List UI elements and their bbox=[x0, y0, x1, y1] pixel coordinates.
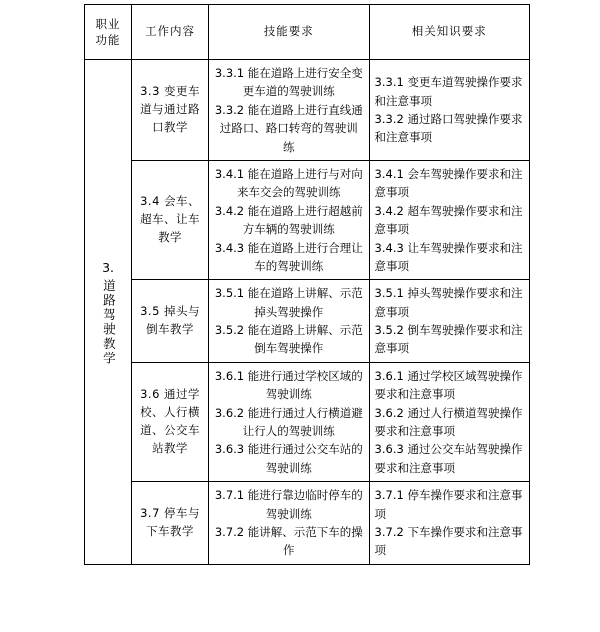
skill-item: 3.7.2 能讲解、示范下车的操作 bbox=[214, 524, 363, 558]
skill-cell bbox=[209, 362, 369, 481]
table-header-row bbox=[85, 5, 530, 60]
skill-item: 3.5.2 能在道路上讲解、示范倒车驾驶操作 bbox=[214, 323, 363, 356]
skill-item: 3.6.3 能进行通过公交车站的驾驶训练 bbox=[214, 442, 363, 475]
skill-item: 3.6.2 能进行通过人行横道避让行人的驾驶训练 bbox=[214, 405, 363, 439]
document-page bbox=[0, 4, 600, 632]
knowledge-item: 3.3.1 变更车道驾驶操作要求和注意事项 bbox=[374, 75, 523, 108]
skill-cell bbox=[209, 160, 369, 279]
table-row bbox=[85, 362, 530, 481]
header-task: 工作内容 bbox=[132, 5, 209, 60]
task-cell: 3.4 会车、超车、让车教学 bbox=[132, 160, 209, 279]
skill-item: 3.6.1 能进行通过学校区域的驾驶训练 bbox=[214, 368, 363, 402]
skill-item: 3.4.2 能在道路上进行超越前方车辆的驾驶训练 bbox=[214, 203, 363, 237]
knowledge-item: 3.5.2 倒车驾驶操作要求和注意事项 bbox=[374, 323, 523, 356]
skill-cell bbox=[209, 482, 369, 565]
knowledge-item: 3.5.1 掉头驾驶操作要求和注意事项 bbox=[374, 286, 523, 319]
header-function bbox=[85, 5, 132, 60]
knowledge-item: 3.6.1 通过学校区域驾驶操作要求和注意事项 bbox=[374, 368, 523, 402]
knowledge-cell bbox=[369, 160, 529, 279]
skill-item: 3.3.1 能在道路上进行安全变更车道的驾驶训练 bbox=[214, 66, 363, 99]
header-skill: 技能要求 bbox=[209, 5, 369, 60]
knowledge-item: 3.6.3 通过公交车站驾驶操作要求和注意事项 bbox=[374, 442, 523, 475]
skill-item: 3.7.1 能进行靠边临时停车的驾驶训练 bbox=[214, 488, 363, 521]
header-knowledge: 相关知识要求 bbox=[369, 5, 529, 60]
function-group-cell bbox=[85, 60, 132, 565]
knowledge-item: 3.7.2 下车操作要求和注意事项 bbox=[374, 524, 523, 558]
header-function-line1: 职业 bbox=[95, 16, 121, 31]
task-cell: 3.7 停车与下车教学 bbox=[132, 482, 209, 565]
knowledge-item: 3.4.3 让车驾驶操作要求和注意事项 bbox=[374, 240, 523, 273]
skill-item: 3.3.2 能在道路上进行直线通过路口、路口转弯的驾驶训练 bbox=[214, 102, 363, 154]
task-cell: 3.3 变更车道与通过路口教学 bbox=[132, 60, 209, 161]
knowledge-cell bbox=[369, 482, 529, 565]
knowledge-item: 3.3.2 通过路口驾驶操作要求和注意事项 bbox=[374, 111, 523, 145]
table-row bbox=[85, 482, 530, 565]
skill-item: 3.4.3 能在道路上进行合理让车的驾驶训练 bbox=[214, 240, 363, 273]
header-function-line2: 功能 bbox=[95, 33, 121, 47]
skill-cell bbox=[209, 280, 369, 363]
knowledge-item: 3.4.1 会车驾驶操作要求和注意事项 bbox=[374, 166, 523, 200]
occupational-function-table bbox=[84, 4, 530, 565]
skill-item: 3.4.1 能在道路上进行与对向来车交会的驾驶训练 bbox=[214, 166, 363, 200]
skill-item: 3.5.1 能在道路上讲解、示范掉头驾驶操作 bbox=[214, 286, 363, 319]
function-group-number: 3. bbox=[102, 259, 114, 275]
task-cell: 3.5 掉头与倒车教学 bbox=[132, 280, 209, 363]
table-row bbox=[85, 160, 530, 279]
task-cell: 3.6 通过学校、人行横道、公交车站教学 bbox=[132, 362, 209, 481]
skill-cell bbox=[209, 60, 369, 161]
table-row bbox=[85, 280, 530, 363]
knowledge-item: 3.4.2 超车驾驶操作要求和注意事项 bbox=[374, 203, 523, 237]
knowledge-item: 3.7.1 停车操作要求和注意事项 bbox=[374, 488, 523, 521]
knowledge-cell bbox=[369, 362, 529, 481]
knowledge-item: 3.6.2 通过人行横道驾驶操作要求和注意事项 bbox=[374, 405, 523, 439]
function-group-label: 道路驾驶教学 bbox=[101, 279, 117, 367]
table-row bbox=[85, 60, 530, 161]
knowledge-cell bbox=[369, 60, 529, 161]
knowledge-cell bbox=[369, 280, 529, 363]
